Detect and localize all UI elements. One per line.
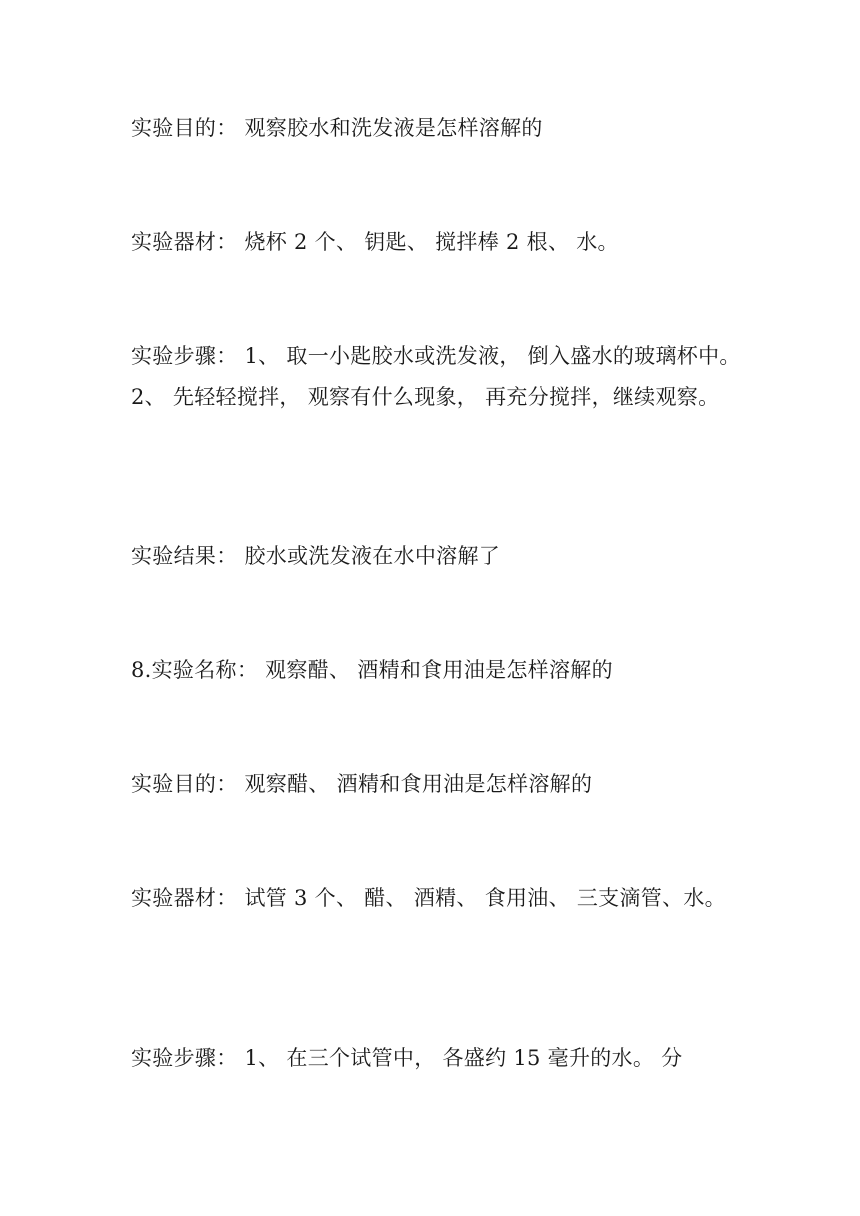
paragraph-experiment-materials-1: 实验器材： 烧杯 2 个、 钥匙、 搅拌棒 2 根、 水。 xyxy=(131,230,619,254)
paragraph-experiment-name-8: 8.实验名称： 观察醋、 酒精和食用油是怎样溶解的 xyxy=(131,658,613,682)
paragraph-experiment-materials-2: 实验器材： 试管 3 个、 醋、 酒精、 食用油、 三支滴管、水。 xyxy=(131,886,726,910)
paragraph-experiment-steps-2: 实验步骤： 1、 在三个试管中， 各盛约 15 毫升的水。 分 xyxy=(131,1046,683,1070)
paragraph-experiment-purpose-1: 实验目的： 观察胶水和洗发液是怎样溶解的 xyxy=(131,116,543,140)
paragraph-experiment-result-1: 实验结果： 胶水或洗发液在水中溶解了 xyxy=(131,544,501,568)
paragraph-experiment-purpose-2: 实验目的： 观察醋、 酒精和食用油是怎样溶解的 xyxy=(131,772,593,796)
paragraph-experiment-steps-1: 实验步骤： 1、 取一小匙胶水或洗发液， 倒入盛水的玻璃杯中。 2、 先轻轻搅拌， 观察有什么现象， 再充分搅拌，继续观察。 xyxy=(131,344,748,409)
